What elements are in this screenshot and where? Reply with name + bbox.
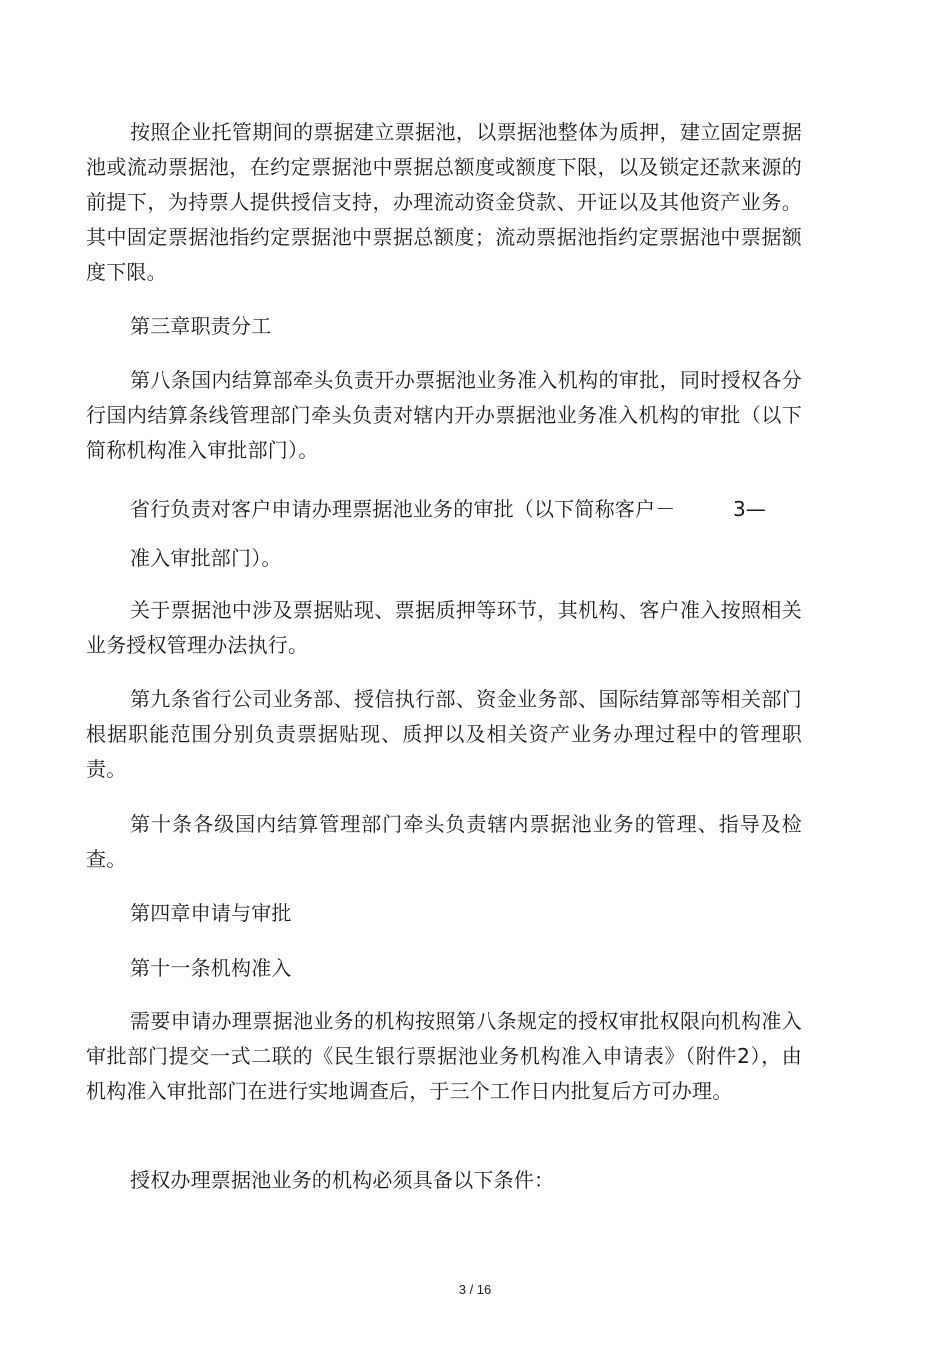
chapter-heading-application: 第四章申请与审批 [130,901,292,925]
paragraph-conditions-intro: 授权办理票据池业务的机构必须具备以下条件： [130,1168,555,1192]
page-indicator: 3 / 16 [458,1282,492,1297]
paragraph-provincial-approval-part1: 省行负责对客户申请办理票据池业务的审批（以下简称客户－ [130,497,676,521]
inline-page-marker: 3— [733,497,766,521]
paragraph-institution-access: 需要申请办理票据池业务的机构按照第八条规定的授权审批权限向机构准入审批部门提交一式二联的《民生银行票据池业务机构准入申请表》（附件2），由机构准入审批部门在进行实地调查后，于三个工作日内批复后方可办理。 [86,1009,802,1103]
paragraph-provincial-approval-part2: 准入审批部门）。 [130,546,282,570]
paragraph-article-9: 第九条省行公司业务部、授信执行部、资金业务部、国际结算部等相关部门根据职能范围分别负责票据贴现、质押以及相关资产业务办理过程中的管理职责。 [86,687,802,781]
paragraph-bill-pool-definition: 按照企业托管期间的票据建立票据池，以票据池整体为质押，建立固定票据池或流动票据池，在约定票据池中票据总额度或额度下限，以及锁定还款来源的前提下，为持票人提供授信支持，办理流动资金贷款、开证以及其他资产业务。其中固定票据池指约定票据池中票据总额度；流动票据池指约定票据池中票据额度下限。 [86,120,802,284]
article-heading-11: 第十一条机构准入 [130,956,292,980]
chapter-heading-duties: 第三章职责分工 [130,314,272,338]
paragraph-discount-pledge: 关于票据池中涉及票据贴现、票据质押等环节，其机构、客户准入按照相关业务授权管理办法执行。 [86,598,802,657]
paragraph-article-8: 第八条国内结算部牵头负责开办票据池业务准入机构的审批，同时授权各分行国内结算条线管理部门牵头负责对辖内开办票据池业务准入机构的审批（以下简称机构准入审批部门）。 [86,368,802,462]
paragraph-article-10: 第十条各级国内结算管理部门牵头负责辖内票据池业务的管理、指导及检查。 [86,812,802,871]
